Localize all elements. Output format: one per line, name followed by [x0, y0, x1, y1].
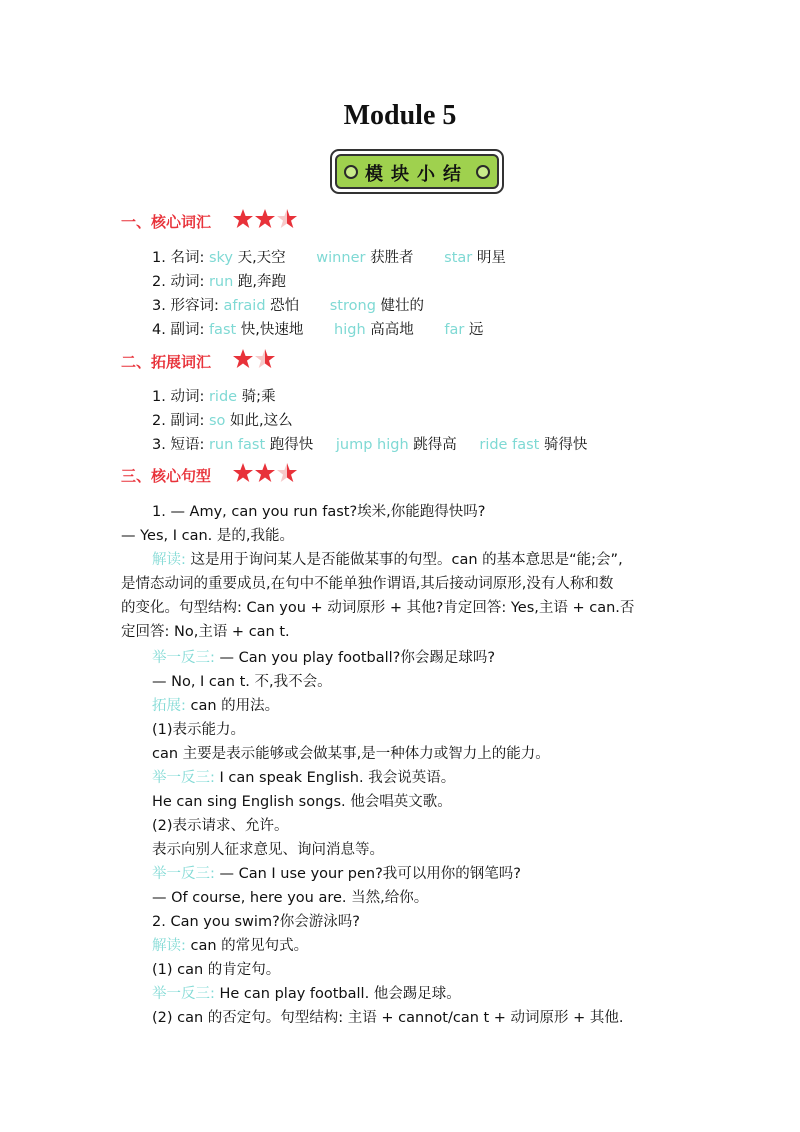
word: fast [208, 322, 237, 338]
ext-line-phrases [152, 435, 587, 455]
meaning: 恐怕 [270, 298, 300, 314]
section-heading-core-sentences: 三、核心句型 [121, 467, 212, 485]
extension-label: 拓展: [152, 698, 186, 714]
example-line [152, 648, 495, 668]
vocab-line-adjectives [152, 296, 424, 316]
word: afraid [223, 298, 266, 314]
meaning: 天,天空 [237, 250, 286, 266]
star-icon [232, 462, 302, 484]
word: ride [208, 389, 238, 405]
meaning: 获胜者 [370, 250, 414, 266]
meaning: 如此,这么 [230, 413, 293, 429]
text: I can speak English. 我会说英语。 [214, 770, 456, 786]
example-line: He can sing English songs. 他会唱英文歌。 [152, 794, 452, 810]
label: 1. 名词: [152, 250, 205, 266]
example-line [152, 864, 521, 884]
answer-1: — Yes, I can. 是的,我能。 [121, 528, 294, 544]
label: 2. 动词: [152, 274, 205, 290]
vocab-line-nouns [152, 248, 506, 268]
word: strong [329, 298, 376, 314]
explanation-line [152, 936, 308, 956]
example-line: — Of course, here you are. 当然,给你。 [152, 890, 429, 906]
explanation-label: 解读: [152, 552, 186, 568]
text: can 的常见句式。 [185, 938, 309, 954]
word: ride fast [479, 437, 540, 453]
question-2: 2. Can you swim?你会游泳吗? [152, 914, 360, 930]
label: 2. 副词: [152, 413, 205, 429]
word: star [444, 250, 473, 266]
star-icon [232, 208, 302, 230]
example-line [152, 768, 455, 788]
text: — Can you play football?你会踢足球吗? [214, 650, 496, 666]
example-label: 举一反三: [152, 866, 215, 882]
summary-badge [330, 149, 504, 194]
label: 3. 短语: [152, 437, 205, 453]
text: 这是用于询问某人是否能做某事的句型。can 的基本意思是“能;会”, [185, 552, 623, 568]
vocab-line-adverbs [152, 320, 483, 340]
label: 1. 动词: [152, 389, 205, 405]
usage-point: (2) can 的否定句。句型结构: 主语 + cannot/can t + 动词原形 + 其他. [152, 1010, 624, 1026]
usage-point: (1)表示能力。 [152, 722, 246, 738]
rating-stars-2-5 [232, 208, 302, 230]
meaning: 高高地 [370, 322, 414, 338]
example-label: 举一反三: [152, 986, 215, 1002]
word: high [334, 322, 366, 338]
question-1: 1. — Amy, can you run fast?埃米,你能跑得快吗? [152, 504, 486, 520]
badge-label: 模块小结 [365, 164, 469, 185]
explanation-line: 的变化。句型结构: Can you + 动词原形 + 其他?肯定回答: Yes,主语 + can.否 [121, 600, 635, 616]
ext-line-verbs [152, 387, 276, 407]
explanation-line: 是情态动词的重要成员,在句中不能单独作谓语,其后接动词原形,没有人称和数 [121, 576, 614, 592]
meaning: 远 [468, 322, 484, 338]
example-label: 举一反三: [152, 770, 215, 786]
word: winner [316, 250, 366, 266]
word: so [208, 413, 226, 429]
extension-line [152, 696, 279, 716]
section-heading-core-vocab: 一、核心词汇 [121, 213, 212, 231]
vocab-line-verbs [152, 272, 286, 292]
example-label: 举一反三: [152, 650, 215, 666]
explanation-line [152, 550, 623, 570]
usage-point: (1) can 的肯定句。 [152, 962, 281, 978]
meaning: 骑得快 [543, 437, 588, 453]
text: can 的用法。 [185, 698, 280, 714]
example-line: — No, I can t. 不,我不会。 [152, 674, 332, 690]
meaning: 健壮的 [380, 298, 425, 314]
label: 3. 形容词: [152, 298, 219, 314]
ext-line-adverbs [152, 411, 293, 431]
page-title: Module 5 [343, 100, 457, 131]
word: far [444, 322, 465, 338]
rating-stars-2-5 [232, 462, 302, 484]
explanation-label: 解读: [152, 938, 186, 954]
section-heading-extended-vocab: 二、拓展词汇 [121, 353, 212, 371]
star-icon [232, 348, 280, 370]
meaning: 明星 [476, 250, 506, 266]
example-line [152, 984, 461, 1004]
word: run fast [208, 437, 266, 453]
meaning: 跑得快 [269, 437, 314, 453]
usage-point: (2)表示请求、允许。 [152, 818, 289, 834]
rating-stars-1-5 [232, 348, 280, 370]
meaning: 跑,奔跑 [237, 274, 287, 290]
meaning: 跳得高 [413, 437, 457, 453]
meaning: 快,快速地 [240, 322, 304, 338]
usage-desc: 表示向别人征求意见、询问消息等。 [152, 842, 384, 858]
text: He can play football. 他会踢足球。 [214, 986, 461, 1002]
explanation-line: 定回答: No,主语 + can t. [121, 624, 290, 640]
word: jump high [335, 437, 409, 453]
word: sky [208, 250, 233, 266]
meaning: 骑;乘 [241, 389, 276, 405]
text: — Can I use your pen?我可以用你的钢笔吗? [214, 866, 521, 882]
usage-desc: can 主要是表示能够或会做某事,是一种体力或智力上的能力。 [152, 746, 550, 762]
label: 4. 副词: [152, 322, 205, 338]
word: run [208, 274, 234, 290]
